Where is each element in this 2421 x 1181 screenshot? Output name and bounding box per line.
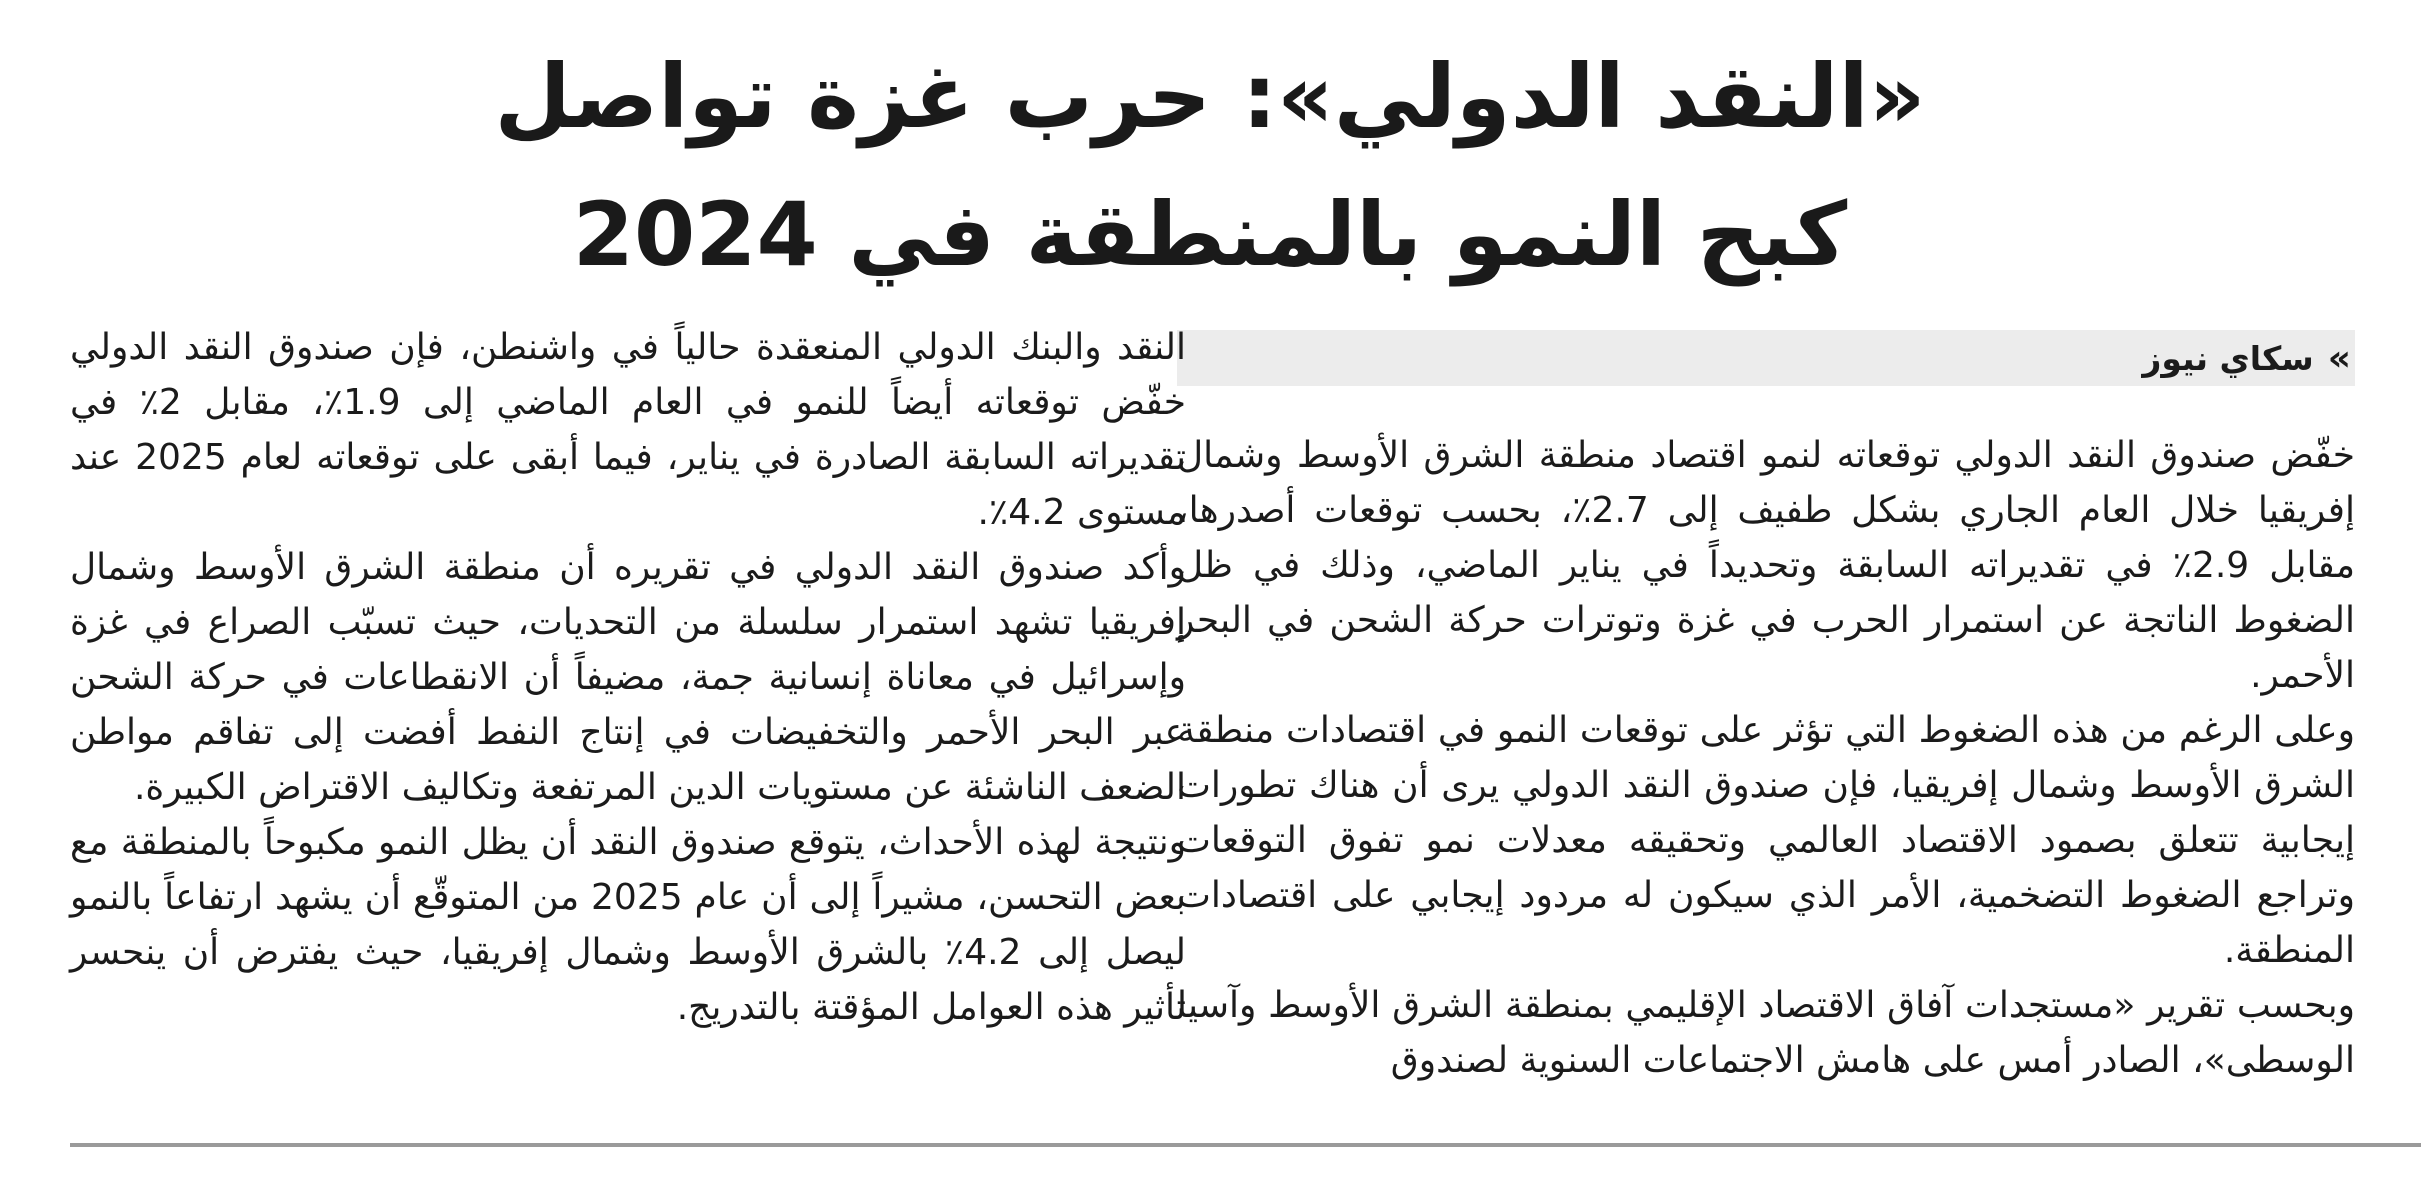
- double-chevron-icon: »: [2327, 337, 2345, 379]
- paragraph: وعلى الرغم من هذه الضغوط التي تؤثر على توقعات النمو في اقتصادات منطقة الشرق الأوسط وشمال إفريقيا، فإن صندوق النقد الدولي يرى أن هناك تطورات إيجابية تتعلق بصمود الاقتصاد العالمي وتحقيقه معدلات نمو تفوق التوقعات وتراجع الضغوط التضخمية، الأمر الذي سيكون له مردود إيجابي على اقتصادات المنطقة.: [1177, 710, 2355, 971]
- bottom-divider: [70, 1143, 2421, 1147]
- article-column-left: [70, 320, 1186, 1035]
- headline-line-1: «النقد الدولي»: حرب غزة تواصل: [494, 45, 1926, 148]
- headline-line-2: كبح النمو بالمنطقة في 2024: [572, 183, 1848, 286]
- paragraph: وأكد صندوق النقد الدولي في تقريره أن منطقة الشرق الأوسط وشمال إفريقيا تشهد استمرار سلسلة من التحديات، حيث تسبّب الصراع في غزة وإسرائيل في معاناة إنسانية جمة، مضيفاً أن الانقطاعات في حركة الشحن عبر البحر الأحمر والتخفيضات في إنتاج النفط أفضت إلى تفاقم مواطن الضعف الناشئة عن مستويات الدين المرتفعة وتكاليف الاقتراض الكبيرة.: [70, 547, 1186, 808]
- source-label: سكاي نيوز: [2142, 338, 2314, 378]
- source-bar: [1177, 330, 2355, 386]
- paragraph: ونتيجة لهذه الأحداث، يتوقع صندوق النقد أن يظل النمو مكبوحاً بالمنطقة مع بعض التحسن، مشيراً إلى أن عام 2025 من المتوقّع أن يشهد ارتفاعاً بالنمو ليصل إلى 4.2٪ بالشرق الأوسط وشمال إفريقيا، حيث يفترض أن ينحسر تأثير هذه العوامل المؤقتة بالتدريج.: [70, 822, 1186, 1028]
- headline: [200, 28, 2220, 304]
- article-column-right: [1177, 330, 2355, 1088]
- paragraph: خفّض صندوق النقد الدولي توقعاته لنمو اقتصاد منطقة الشرق الأوسط وشمال إفريقيا خلال العام الجاري بشكل طفيف إلى 2.7٪، بحسب توقعات أصدرها، مقابل 2.9٪ في تقديراته السابقة وتحديداً في يناير الماضي، وذلك في ظل الضغوط الناتجة عن استمرار الحرب في غزة وتوترات حركة الشحن في البحر الأحمر.: [1177, 435, 2355, 696]
- paragraph: النقد والبنك الدولي المنعقدة حالياً في واشنطن، فإن صندوق النقد الدولي خفّض توقعاته أيضاً للنمو في العام الماضي إلى 1.9٪، مقابل 2٪ في تقديراته السابقة الصادرة في يناير، فيما أبقى على توقعاته لعام 2025 عند مستوى 4.2٪.: [70, 327, 1186, 533]
- paragraph: وبحسب تقرير «مستجدات آفاق الاقتصاد الإقليمي بمنطقة الشرق الأوسط وآسيا الوسطى»، الصادر أمس على هامش الاجتماعات السنوية لصندوق: [1177, 985, 2355, 1081]
